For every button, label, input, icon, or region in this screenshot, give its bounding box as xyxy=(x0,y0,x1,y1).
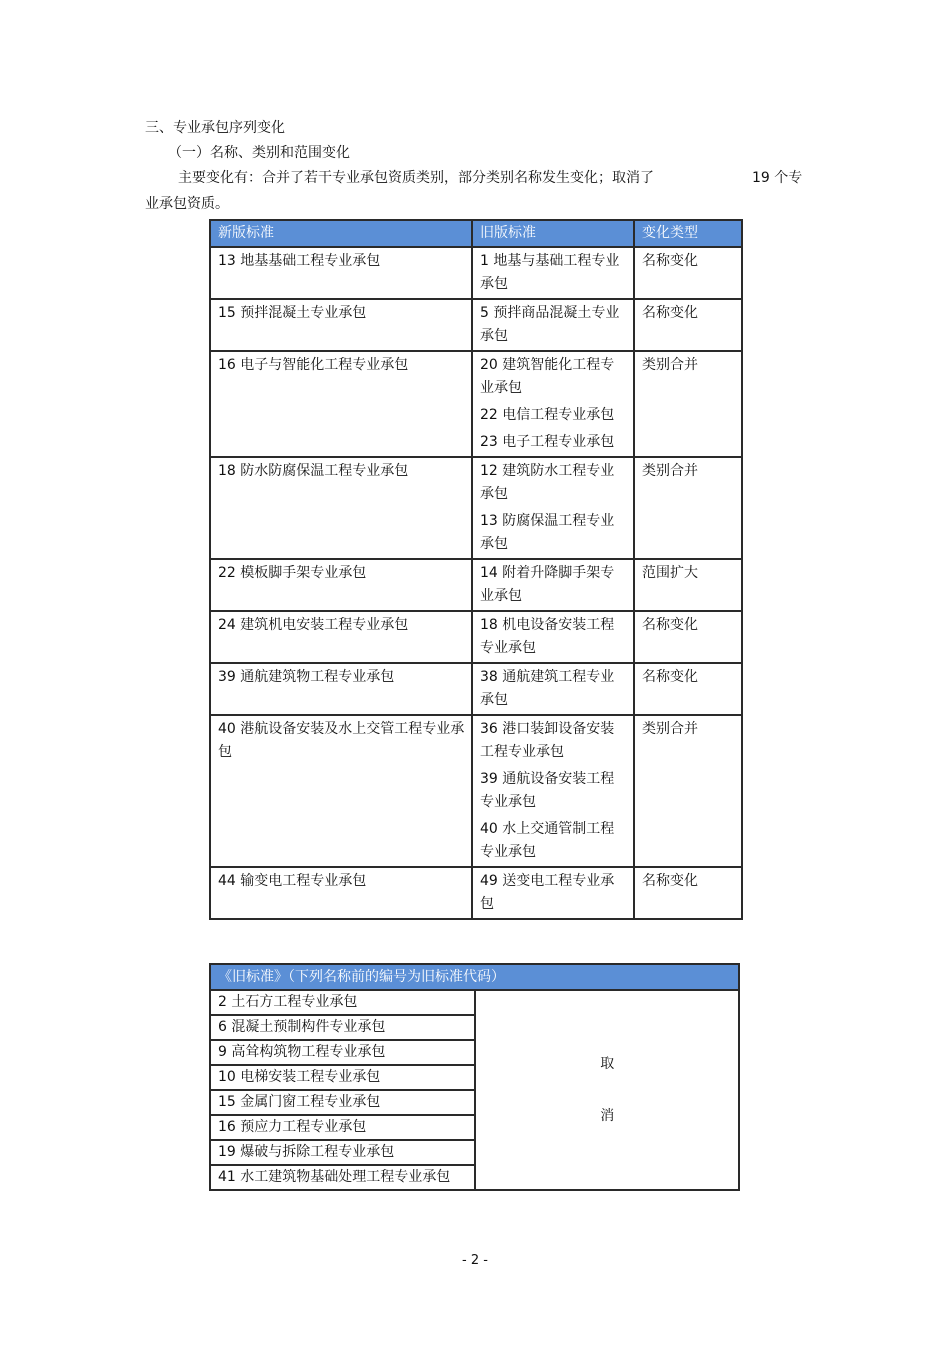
change-type-cell: 名称变化 xyxy=(634,247,742,299)
table-row xyxy=(210,299,742,351)
old-standard-cell xyxy=(472,351,634,457)
change-type-cell: 名称变化 xyxy=(634,611,742,663)
table-row xyxy=(210,559,742,611)
change-type-cell: 名称变化 xyxy=(634,663,742,715)
table-header-row xyxy=(210,220,742,247)
table-row xyxy=(210,867,742,919)
old-standard-cell xyxy=(472,867,634,919)
old-standard-item: 5 预拌商品混凝土专业承包 xyxy=(480,305,620,344)
table-row xyxy=(210,715,742,867)
new-standard-cell: 44 输变电工程专业承包 xyxy=(210,867,472,919)
old-standard-item: 38 通航建筑工程专业承包 xyxy=(480,669,615,708)
old-standard-item: 14 附着升降脚手架专业承包 xyxy=(480,565,615,604)
cancelled-label xyxy=(475,990,740,1190)
old-standard-item: 20 建筑智能化工程专业承包 xyxy=(480,357,615,396)
cancelled-item: 2 土石方工程专业承包 xyxy=(210,990,475,1015)
change-type-cell: 范围扩大 xyxy=(634,559,742,611)
table-row xyxy=(210,247,742,299)
cancelled-item: 9 高耸构筑物工程专业承包 xyxy=(210,1040,475,1065)
cancelled-item: 6 混凝土预制构件专业承包 xyxy=(210,1015,475,1040)
table-row xyxy=(210,611,742,663)
old-standard-item: 40 水上交通管制工程专业承包 xyxy=(480,821,615,860)
change-type-cell: 名称变化 xyxy=(634,299,742,351)
old-standard-item: 49 送变电工程专业承包 xyxy=(480,873,615,912)
table-row xyxy=(210,351,742,457)
header-new: 新版标准 xyxy=(210,220,472,247)
old-standard-item: 39 通航设备安装工程专业承包 xyxy=(480,771,615,810)
old-standard-item: 12 建筑防水工程专业承包 xyxy=(480,463,615,502)
old-standard-item: 36 港口装卸设备安装工程专业承包 xyxy=(480,721,615,760)
table-row xyxy=(210,663,742,715)
change-type-cell: 类别合并 xyxy=(634,715,742,867)
cancel-char: 消 xyxy=(600,1108,615,1124)
new-standard-cell: 24 建筑机电安装工程专业承包 xyxy=(210,611,472,663)
change-type-cell: 类别合并 xyxy=(634,457,742,559)
cancelled-banner: 《旧标准》（下列名称前的编号为旧标准代码） xyxy=(210,964,739,990)
section-heading: 三、专业承包序列变化 xyxy=(145,120,285,136)
new-standard-cell: 15 预拌混凝土专业承包 xyxy=(210,299,472,351)
change-type-cell: 名称变化 xyxy=(634,867,742,919)
old-standard-item: 18 机电设备安装工程专业承包 xyxy=(480,617,615,656)
change-type-cell: 类别合并 xyxy=(634,351,742,457)
intro-text-line1: 主要变化有：合并了若干专业承包资质类别，部分类别名称发生变化；取消了 xyxy=(178,170,654,186)
old-standard-item: 1 地基与基础工程专业承包 xyxy=(480,253,620,292)
table-body xyxy=(210,247,742,919)
intro-text-line2: 业承包资质。 xyxy=(145,196,229,212)
page-number: - 2 - xyxy=(462,1253,488,1268)
new-standard-cell: 13 地基基础工程专业承包 xyxy=(210,247,472,299)
cancelled-item: 19 爆破与拆除工程专业承包 xyxy=(210,1140,475,1165)
cancelled-item: 15 金属门窗工程专业承包 xyxy=(210,1090,475,1115)
new-standard-cell: 22 模板脚手架专业承包 xyxy=(210,559,472,611)
cancelled-item: 10 电梯安装工程专业承包 xyxy=(210,1065,475,1090)
old-standard-item: 23 电子工程专业承包 xyxy=(480,434,615,450)
table-row xyxy=(210,457,742,559)
new-standard-cell: 40 港航设备安装及水上交管工程专业承包 xyxy=(210,715,472,867)
cancel-gap xyxy=(483,1077,733,1103)
intro-count: 19 个专 xyxy=(752,170,803,186)
old-standard-cell xyxy=(472,611,634,663)
header-old: 旧版标准 xyxy=(472,220,634,247)
cancelled-banner-row xyxy=(210,964,739,990)
header-change: 变化类型 xyxy=(634,220,742,247)
old-standard-cell xyxy=(472,663,634,715)
cancelled-item: 16 预应力工程专业承包 xyxy=(210,1115,475,1140)
old-standard-cell xyxy=(472,299,634,351)
cancelled-row xyxy=(210,990,739,1015)
cancelled-item: 41 水工建筑物基础处理工程专业承包 xyxy=(210,1165,475,1190)
new-standard-cell: 18 防水防腐保温工程专业承包 xyxy=(210,457,472,559)
old-standard-cell xyxy=(472,715,634,867)
cancelled-table xyxy=(209,963,740,1191)
old-standard-item: 13 防腐保温工程专业承包 xyxy=(480,513,615,552)
change-table xyxy=(209,219,743,920)
old-standard-cell xyxy=(472,247,634,299)
old-standard-cell xyxy=(472,559,634,611)
new-standard-cell: 39 通航建筑物工程专业承包 xyxy=(210,663,472,715)
subsection-heading: （一）名称、类别和范围变化 xyxy=(168,145,350,161)
old-standard-item: 22 电信工程专业承包 xyxy=(480,407,615,423)
old-standard-cell xyxy=(472,457,634,559)
new-standard-cell: 16 电子与智能化工程专业承包 xyxy=(210,351,472,457)
cancel-char: 取 xyxy=(600,1056,615,1072)
